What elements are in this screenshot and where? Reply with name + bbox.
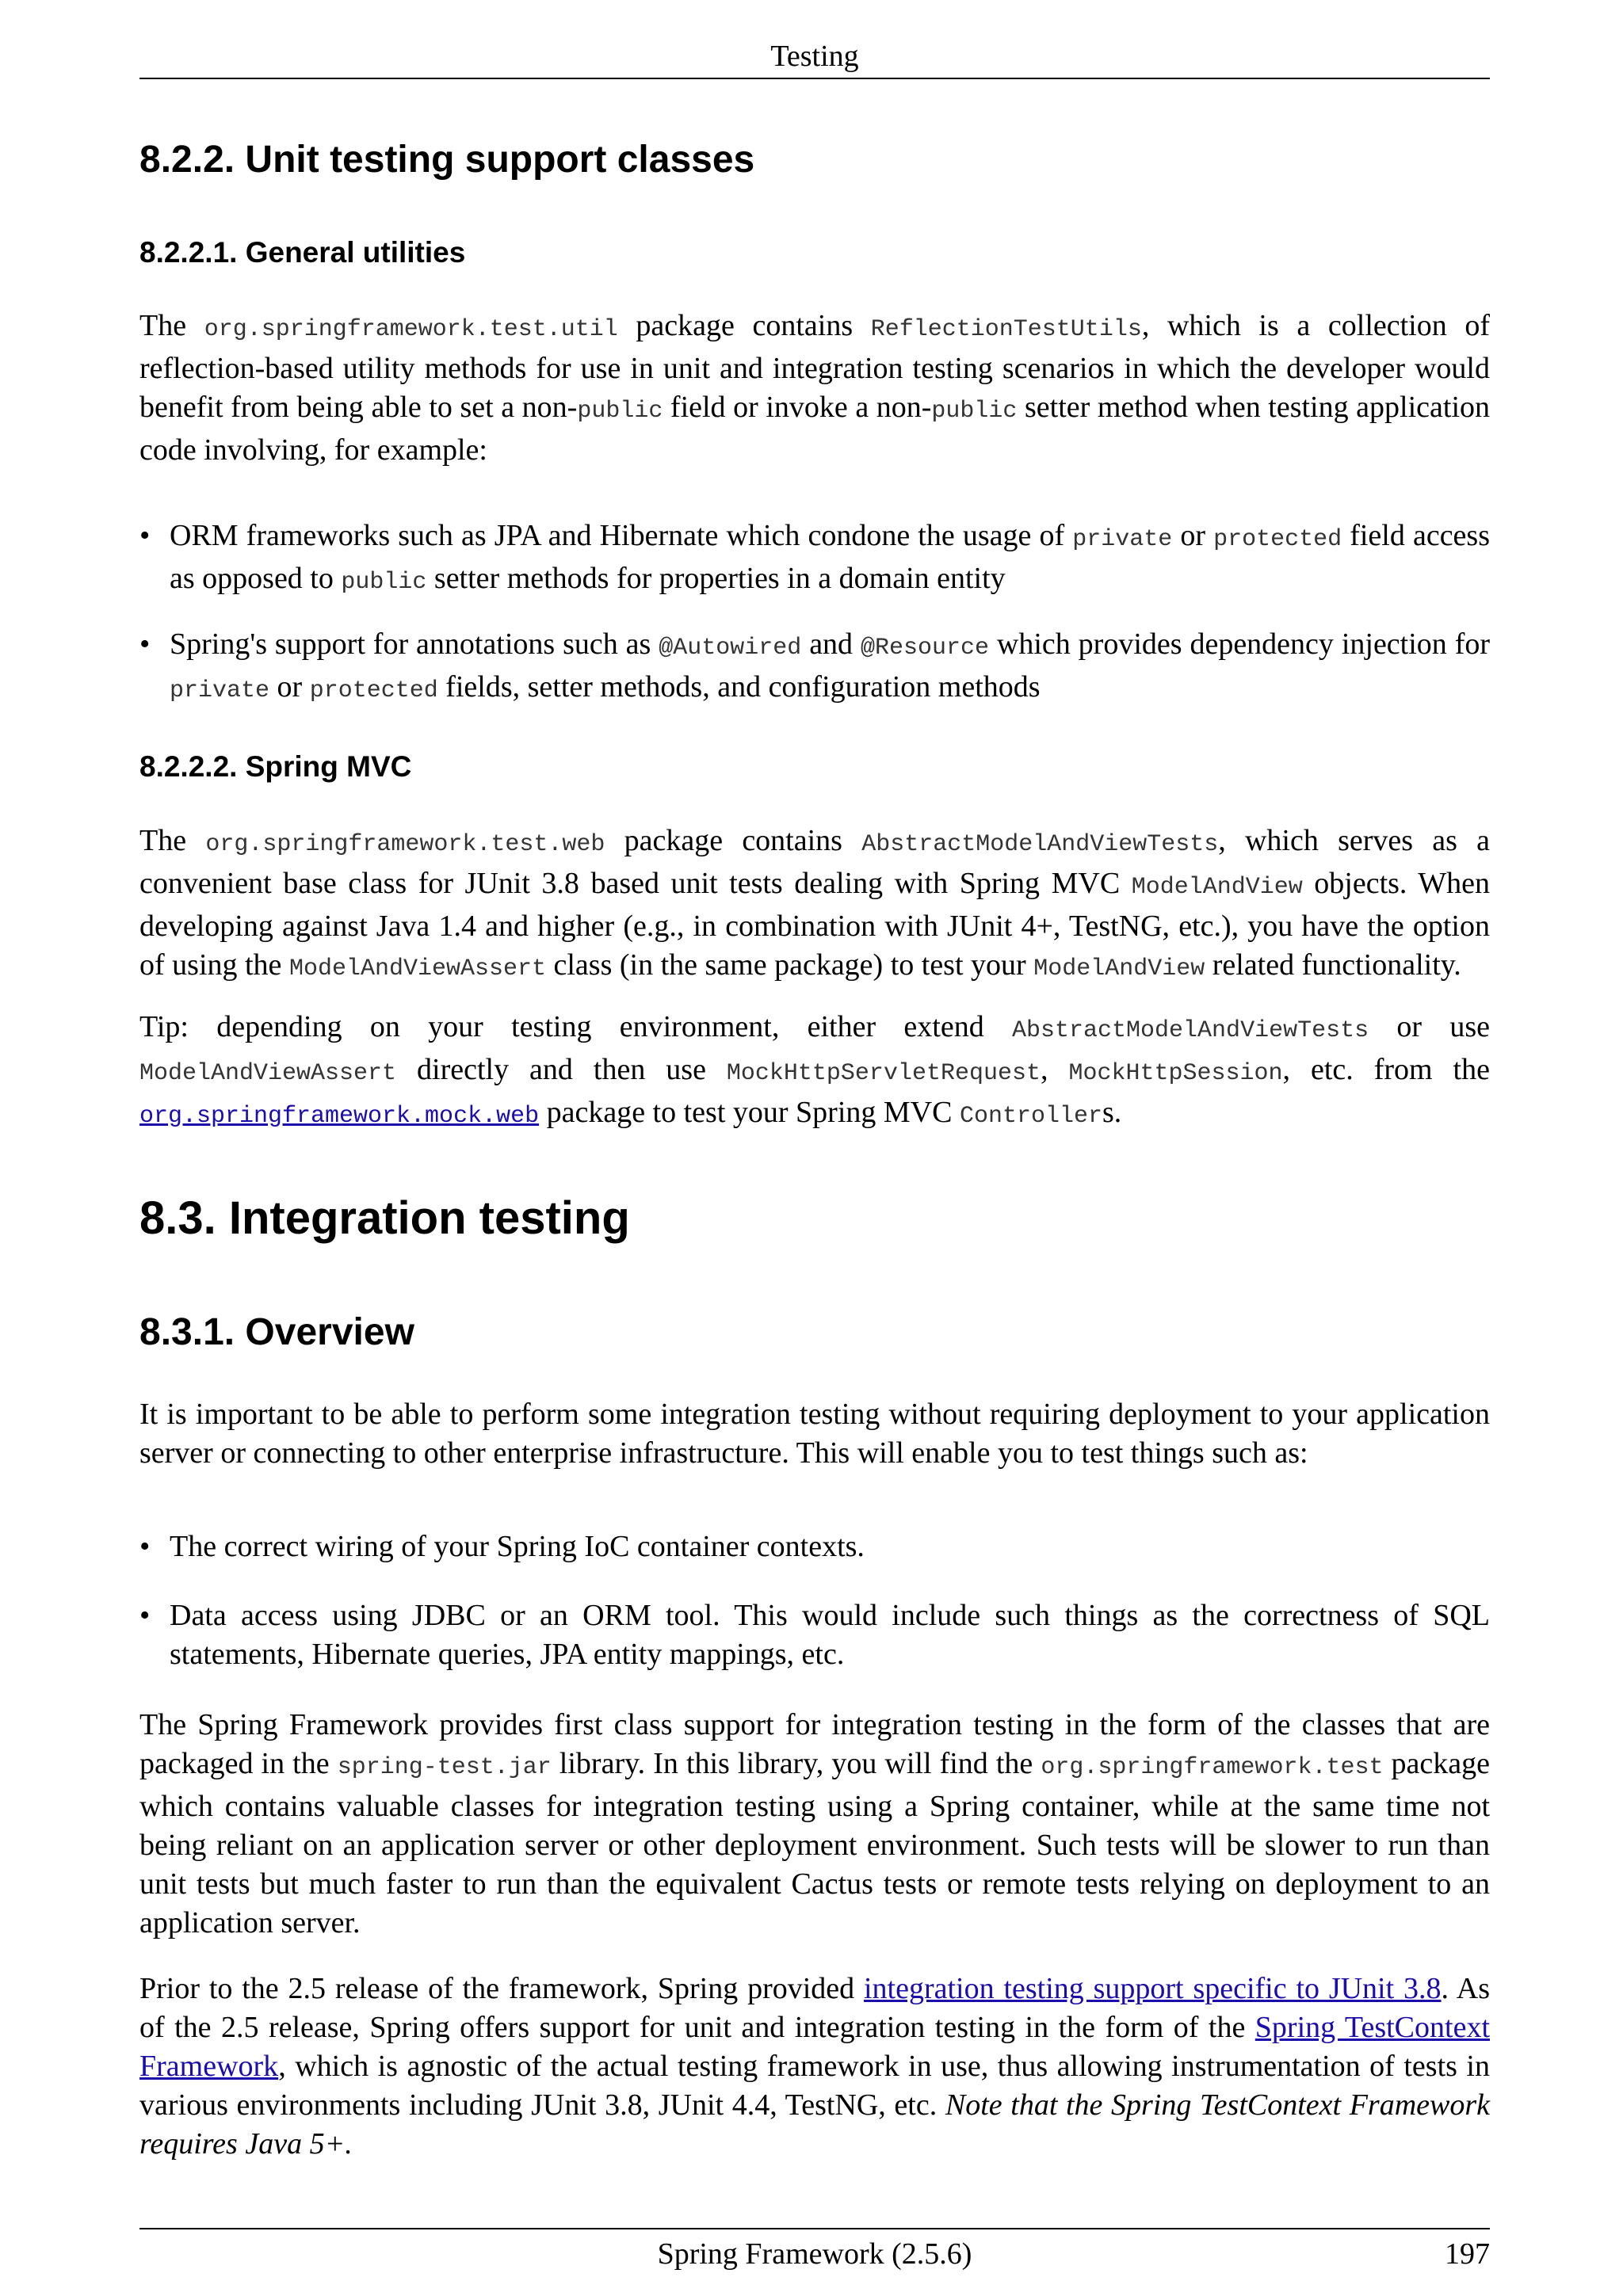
bullet-icon: • (139, 1599, 151, 1632)
emphasis-note: Note that the Spring TestContext Framework requires Java 5+. (139, 2088, 1491, 2161)
bullet-icon: • (139, 519, 151, 552)
section-heading-8-2-2: 8.2.2. Unit testing support classes (139, 139, 755, 181)
paragraph-spring-mvc: The org.springframework.test.web package contains AbstractModelAndViewTests, which serves as a convenient base class for JUnit 3.8 based unit tests dealing with Spring MVC ModelAndView objects. When developing against Java 1.4 and higher (e.g., in combination with JUnit 4+, TestNG, etc.), you have the option of using the ModelAndViewAssert class (in the same package) to test your ModelAndView related functionality. (139, 824, 1491, 982)
paragraph-general-utilities: The org.springframework.test.util package contains ReflectionTestUtils, which is a collection of reflection-based utility methods for use in unit and integration testing scenarios in which the developer would benefit from being able to set a non-public field or invoke a non-public setter method when testing application code involving, for example: (139, 309, 1491, 467)
code-inline: ModelAndView (1131, 874, 1303, 901)
code-inline: org.springframework.test.web (205, 831, 605, 858)
paragraph-prior-release: Prior to the 2.5 release of the framework, Spring provided integration testing support specific to JUnit 3.8. As of the 2.5 release, Spring offers support for unit and integration testing in the form of the Spring TestContext Framework, which is agnostic of the actual testing framework in use, thus allowing instrumentation of tests in various environments including JUnit 3.8, JUnit 4.4, TestNG, etc. Note that the Spring TestContext Framework requires Java 5+. (139, 1972, 1491, 2161)
list-item: • ORM frameworks such as JPA and Hibernate which condone the usage of private or protected field access as opposed to public setter methods for properties in a domain entity (139, 517, 1490, 602)
code-inline: ReflectionTestUtils (870, 316, 1142, 343)
footer-book-title: Spring Framework (2.5.6) (657, 2237, 972, 2271)
code-inline: protected (309, 677, 438, 704)
code-inline: ModelAndViewAssert (288, 955, 546, 982)
paragraph-overview: It is important to be able to perform some integration testing without requiring deployment to your application server or connecting to other enterprise infrastructure. This will enable you to test things such as: (139, 1398, 1490, 1470)
junit38-support-link[interactable]: integration testing support specific to JUnit 3.8 (864, 1972, 1442, 2005)
paragraph-tip: Tip: depending on your testing environment, either extend AbstractModelAndViewTests or use ModelAndViewAssert directly and then use MockHttpServletRequest, MockHttpSession, etc. from the org.springframework.mock.web package to test your Spring MVC Controllers. (139, 1010, 1490, 1130)
paragraph-spring-test-jar: The Spring Framework provides first class support for integration testing in the form of the classes that are packaged in the spring-test.jar library. In this library, you will find the org.springframework.test package which contains valuable classes for integration testing using a Spring container, while at the same time not being reliant on an application server or other deployment environment. Such tests will be slower to run than unit tests but much faster to run than the equivalent Cactus tests or remote tests relying on deployment to an application server. (139, 1708, 1491, 1939)
running-header: Testing (770, 40, 859, 73)
section-heading-8-3-1: 8.3.1. Overview (139, 1311, 414, 1353)
code-inline: Controller (959, 1103, 1102, 1130)
code-inline: private (1072, 526, 1173, 553)
code-inline: public (931, 398, 1018, 425)
section-heading-8-3: 8.3. Integration testing (139, 1192, 630, 1244)
code-inline: public (341, 569, 427, 596)
footer-rule (139, 2228, 1490, 2229)
bullet-icon: • (139, 627, 151, 661)
code-inline: ModelAndView (1033, 955, 1205, 982)
list-item: • Spring's support for annotations such as @Autowired and @Resource which provides dependency injection for private or protected fields, setter methods, and configuration methods (139, 625, 1490, 711)
code-inline: MockHttpServletRequest (726, 1060, 1041, 1087)
testcontext-framework-link[interactable]: Spring TestContext Framework (139, 2011, 1490, 2083)
code-inline: org.springframework.test.util (204, 316, 618, 343)
code-inline: MockHttpSession (1068, 1060, 1283, 1087)
list-item: • Data access using JDBC or an ORM tool. This would include such things as the correctness of SQL statements, Hibernate queries, JPA entity mappings, etc. (139, 1596, 1490, 1674)
code-inline: protected (1213, 526, 1342, 553)
mock-web-package-link[interactable]: org.springframework.mock.web (139, 1103, 540, 1130)
code-inline: private (170, 677, 270, 704)
list-item: • The correct wiring of your Spring IoC container contexts. (139, 1527, 1490, 1566)
code-inline: AbstractModelAndViewTests (1012, 1017, 1369, 1044)
page-number: 197 (1445, 2237, 1490, 2271)
code-inline: @Autowired (659, 635, 802, 662)
code-inline: AbstractModelAndViewTests (861, 831, 1219, 858)
code-inline: spring-test.jar (337, 1754, 552, 1781)
subsection-heading-8-2-2-1: 8.2.2.1. General utilities (139, 236, 466, 269)
code-inline: ModelAndViewAssert (139, 1060, 397, 1087)
code-inline: public (577, 398, 663, 425)
code-inline: @Resource (860, 635, 989, 662)
bullet-icon: • (139, 1530, 151, 1563)
subsection-heading-8-2-2-2: 8.2.2.2. Spring MVC (139, 750, 412, 783)
document-page (139, 0, 1490, 2296)
code-inline: org.springframework.test (1041, 1754, 1384, 1781)
header-rule (139, 78, 1490, 79)
